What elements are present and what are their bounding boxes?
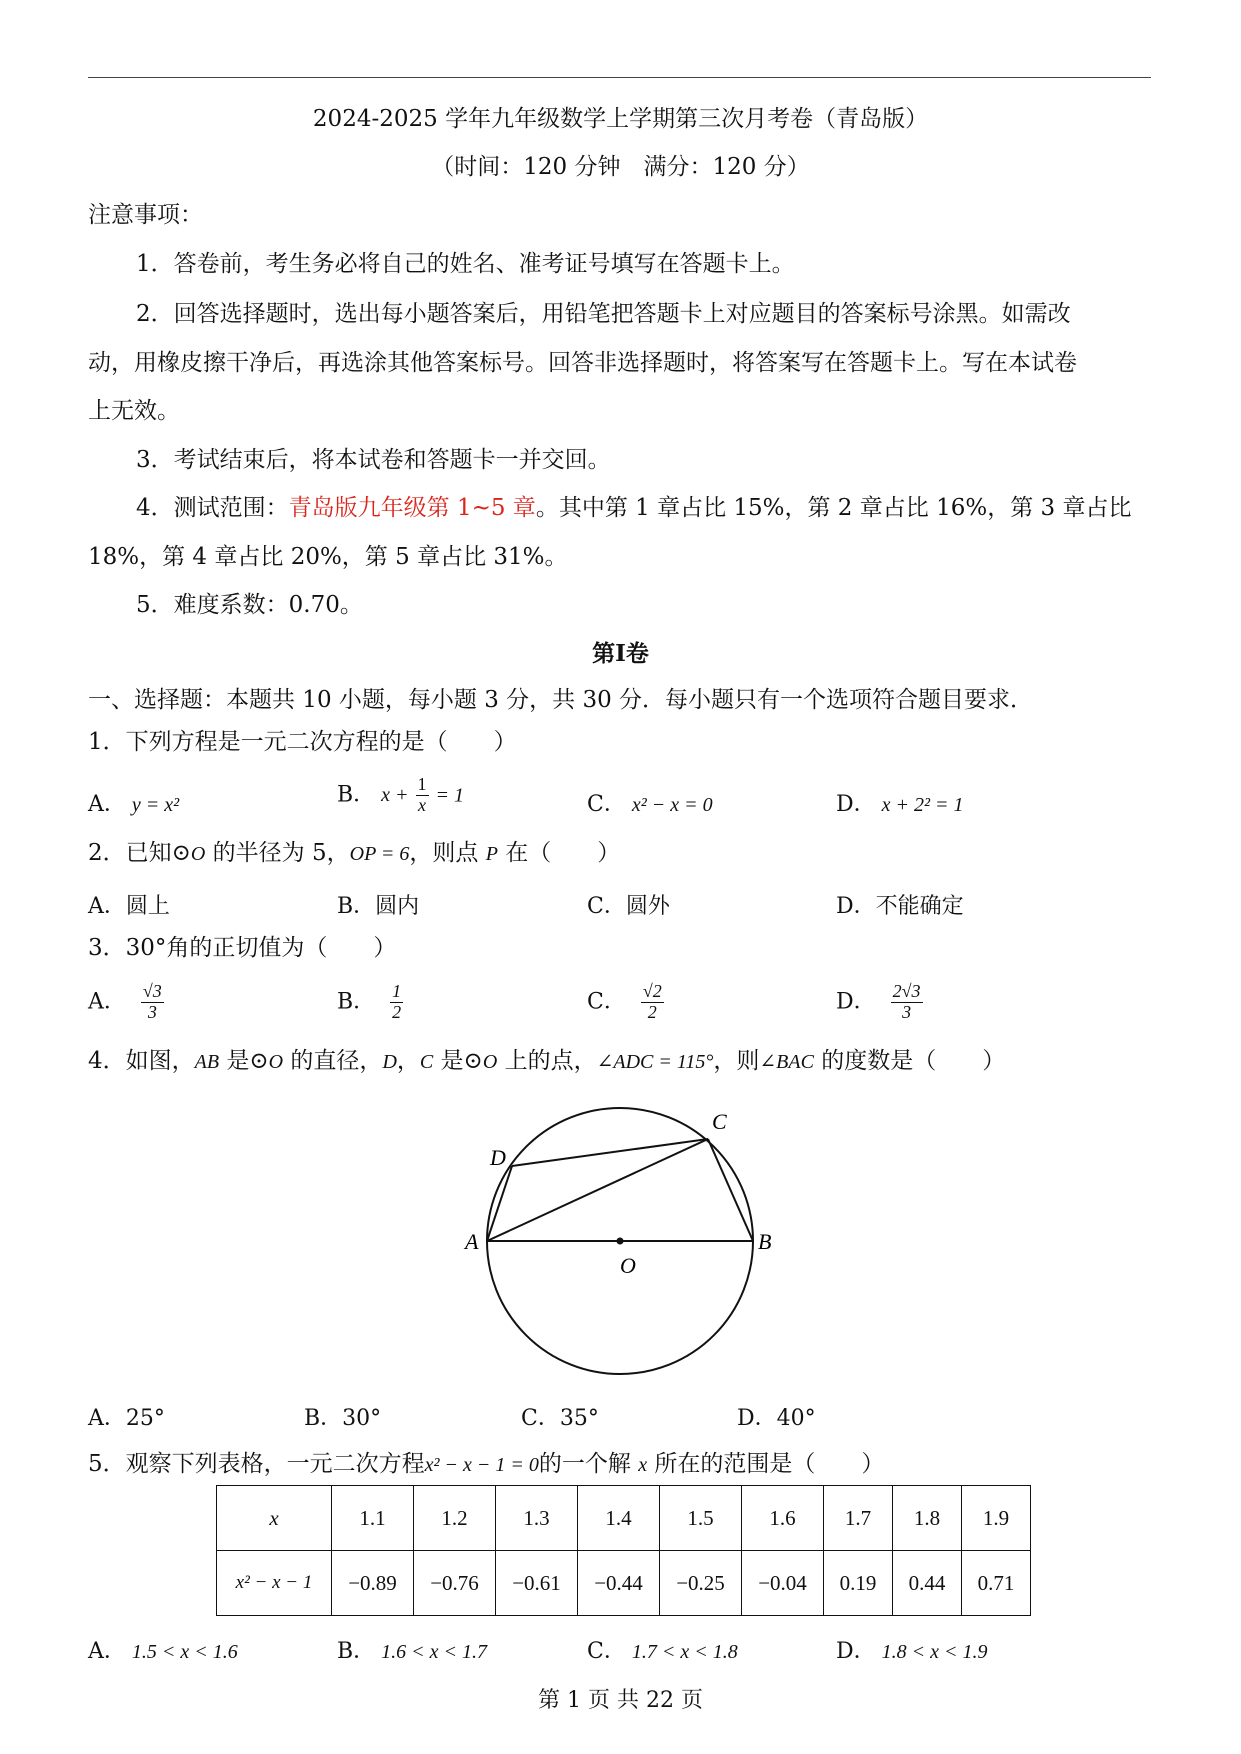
volume-heading: 第I卷 (592, 640, 649, 667)
table-cell: 0.71 (962, 1551, 1031, 1616)
table-cell: −0.25 (660, 1551, 742, 1616)
question-3-stem: 3．30°角的正切值为（ ） (88, 935, 397, 961)
q4-option-a: A．25° (88, 1406, 165, 1431)
note-item-2-line-3: 上无效。 (88, 398, 180, 424)
note-item-2-line-2: 动，用橡皮擦干净后，再选涂其他答案标号。回答非选择题时，将答案写在答题卡上。写在本试卷 (88, 350, 1077, 376)
chord-ad (487, 1166, 512, 1241)
q2-option-a: A．圆上 (88, 894, 170, 919)
note-item-2-line-1: 2．回答选择题时，选出每小题答案后，用铅笔把答题卡上对应题目的答案标号涂黑。如需改 (136, 301, 1071, 327)
q2-option-c: C．圆外 (587, 894, 670, 919)
q1-option-a: A． y = x² (88, 792, 180, 817)
label-d: D (490, 1145, 506, 1170)
question-5-stem: 5．观察下列表格，一元二次方程x² − x − 1 = 0的一个解 x 所在的范围是（ ） (88, 1451, 885, 1477)
table-cell: 0.44 (893, 1551, 962, 1616)
question-1-stem: 1．下列方程是一元二次方程的是（ ） (88, 729, 517, 755)
table-cell: 1.3 (496, 1486, 578, 1551)
test-range: 青岛版九年级第 1~5 章 (288, 495, 536, 521)
q1-option-c: C． x² − x = 0 (587, 792, 713, 817)
table-cell: 0.19 (824, 1551, 893, 1616)
label-a: A (465, 1229, 479, 1254)
table-cell: −0.04 (742, 1551, 824, 1616)
exam-title: 2024-2025 学年九年级数学上学期第三次月考卷（青岛版） (312, 106, 929, 132)
label-o: O (620, 1253, 636, 1278)
q4-option-d: D．40° (737, 1406, 816, 1431)
table-cell: −0.89 (332, 1551, 414, 1616)
center-point (617, 1238, 624, 1245)
q3-option-b: B． $\frac{1}{2}$ (337, 981, 402, 1022)
header-rule (88, 77, 1151, 78)
q2-option-d: D．不能确定 (836, 894, 964, 919)
part-heading: 一、选择题：本题共 10 小题，每小题 3 分，共 30 分．每小题只有一个选项符合题目要求． (88, 687, 1034, 713)
note-item-4 (136, 489, 1131, 522)
table-cell: −0.44 (578, 1551, 660, 1616)
table-head-expr: x² − x − 1 (217, 1551, 332, 1616)
table-cell: 1.9 (962, 1486, 1031, 1551)
table-cell: 1.1 (332, 1486, 414, 1551)
table-cell: 1.7 (824, 1486, 893, 1551)
table-cell: 1.6 (742, 1486, 824, 1551)
values-table (216, 1485, 1031, 1616)
table-row-x (217, 1486, 1031, 1551)
note-item-3: 3．考试结束后，将本试卷和答题卡一并交回。 (136, 447, 611, 473)
note-item-5: 5．难度系数：0.70。 (136, 592, 363, 618)
note-item-4-line-2: 18%，第 4 章占比 20%，第 5 章占比 31%。 (88, 544, 568, 570)
label-b: B (758, 1229, 772, 1254)
note-item-1: 1．答卷前，考生务必将自己的姓名、准考证号填写在答题卡上。 (136, 251, 795, 277)
note-item-4-rest: 。其中第 1 章占比 15%，第 2 章占比 16%，第 3 章占比 (535, 495, 1132, 521)
q5-option-c: C． 1.7 < x < 1.8 (587, 1639, 738, 1664)
table-cell: 1.2 (414, 1486, 496, 1551)
chord-cb (708, 1139, 753, 1241)
q1-option-b: B． x + $\frac{1}{x}$ = 1 (337, 774, 465, 815)
question-4-stem: 4．如图，AB 是⊙O 的直径，D，C 是⊙O 上的点，∠ADC = 115°，则∠BAC 的度数是（ ） (88, 1048, 1006, 1074)
q3-option-a: A． $\frac{√3}{3}$ (88, 981, 162, 1022)
q5-option-a: A． 1.5 < x < 1.6 (88, 1639, 238, 1664)
question-2-stem: 2．已知⊙O 的半径为 5，OP = 6，则点 P 在（ ） (88, 840, 621, 866)
table-cell: −0.61 (496, 1551, 578, 1616)
q3-option-d: D． $\frac{2√3}{3}$ (836, 981, 921, 1022)
q3-option-c: C． $\frac{√2}{2}$ (587, 981, 662, 1022)
table-cell: 1.8 (893, 1486, 962, 1551)
exam-subtitle: （时间：120 分钟 满分：120 分） (431, 154, 810, 180)
circle-figure (455, 1095, 785, 1405)
table-row-expr (217, 1551, 1031, 1616)
notes-heading: 注意事项： (88, 202, 203, 228)
q5-option-d: D． 1.8 < x < 1.9 (836, 1639, 988, 1664)
q5-option-b: B． 1.6 < x < 1.7 (337, 1639, 488, 1664)
q4-option-c: C．35° (521, 1406, 599, 1431)
table-head-x: x (217, 1486, 332, 1551)
q2-option-b: B．圆内 (337, 894, 420, 919)
note-item-4-prefix: 4．测试范围： (136, 495, 289, 521)
page-footer: 第 1 页 共 22 页 (538, 1688, 703, 1713)
q1-option-d: D． x + 2² = 1 (836, 792, 964, 817)
label-c: C (712, 1109, 727, 1134)
table-cell: −0.76 (414, 1551, 496, 1616)
table-cell: 1.4 (578, 1486, 660, 1551)
table-cell: 1.5 (660, 1486, 742, 1551)
q4-option-b: B．30° (304, 1406, 382, 1431)
